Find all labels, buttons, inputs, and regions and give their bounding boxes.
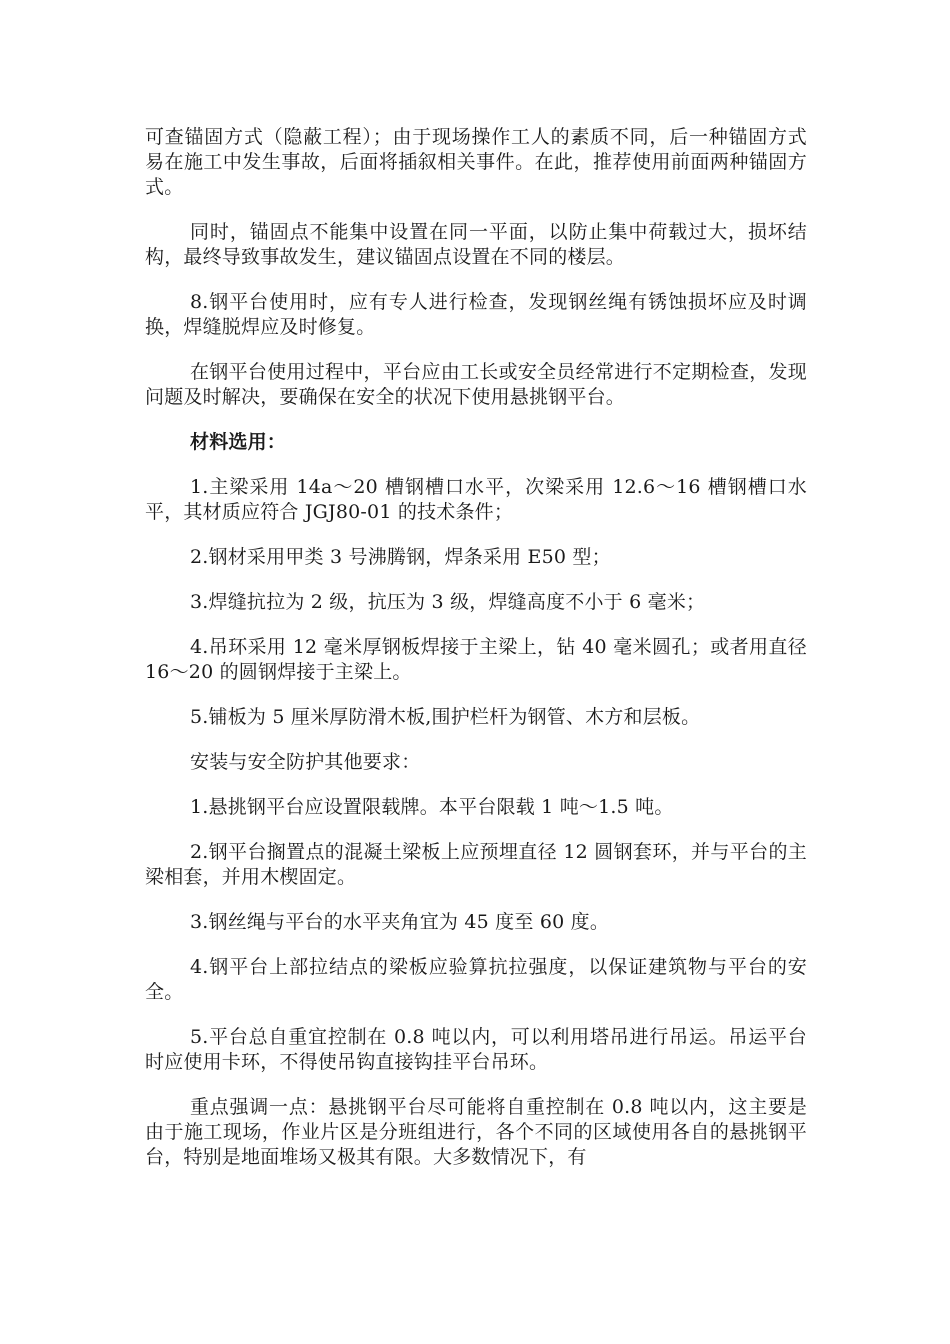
material-item-4: 4.吊环采用 12 毫米厚钢板焊接于主梁上，钻 40 毫米圆孔；或者用直径 16～20 的圆钢焊接于主梁上。 <box>145 636 807 683</box>
safety-item-3: 3.钢丝绳与平台的水平夹角宜为 45 度至 60 度。 <box>190 911 610 933</box>
paragraph-key-emphasis: 重点强调一点：悬挑钢平台尽可能将自重控制在 0.8 吨以内，这主要是由于施工现场，作业片区是分班组进行，各个不同的区域使用各自的悬挑钢平台，特别是地面堆场又极其有限。大多数情况下，有 <box>145 1096 807 1168</box>
material-item-1: 1.主梁采用 14a～20 槽钢槽口水平，次梁采用 12.6～16 槽钢槽口水平，其材质应符合 JGJ80-01 的技术条件； <box>145 476 807 523</box>
paragraph-anchoring-methods: 可查锚固方式（隐蔽工程）；由于现场操作工人的素质不同，后一种锚固方式易在施工中发生事故，后面将插叙相关事件。在此，推荐使用前面两种锚固方式。 <box>145 126 807 198</box>
paragraph-anchor-points: 同时，锚固点不能集中设置在同一平面，以防止集中荷载过大，损坏结构，最终导致事故发生，建议锚固点设置在不同的楼层。 <box>145 221 807 268</box>
material-item-5: 5.铺板为 5 厘米厚防滑木板,围护栏杆为钢管、木方和层板。 <box>190 706 701 728</box>
material-item-3: 3.焊缝抗拉为 2 级，抗压为 3 级，焊缝高度不小于 6 毫米； <box>190 591 706 613</box>
heading-material-selection: 材料选用： <box>190 431 287 453</box>
safety-item-4: 4.钢平台上部拉结点的梁板应验算抗拉强度，以保证建筑物与平台的安全。 <box>145 956 807 1003</box>
safety-item-1: 1.悬挑钢平台应设置限载牌。本平台限载 1 吨～1.5 吨。 <box>190 796 674 818</box>
material-item-2: 2.钢材采用甲类 3 号沸腾钢，焊条采用 E50 型； <box>190 546 611 568</box>
safety-item-5: 5.平台总自重宜控制在 0.8 吨以内，可以利用塔吊进行吊运。吊运平台时应使用卡环，不得使吊钩直接钩挂平台吊环。 <box>145 1026 807 1073</box>
paragraph-usage-inspection: 在钢平台使用过程中，平台应由工长或安全员经常进行不定期检查，发现问题及时解决，要确保在安全的状况下使用悬挑钢平台。 <box>145 361 807 408</box>
paragraph-item-8-inspection: 8.钢平台使用时，应有专人进行检查，发现钢丝绳有锈蚀损坏应及时调换，焊缝脱焊应及时修复。 <box>145 291 807 338</box>
document-page <box>145 125 807 1190</box>
safety-item-2: 2.钢平台搁置点的混凝土梁板上应预埋直径 12 圆钢套环，并与平台的主梁相套，并用木楔固定。 <box>145 841 807 888</box>
heading-installation-safety: 安装与安全防护其他要求： <box>190 751 421 773</box>
